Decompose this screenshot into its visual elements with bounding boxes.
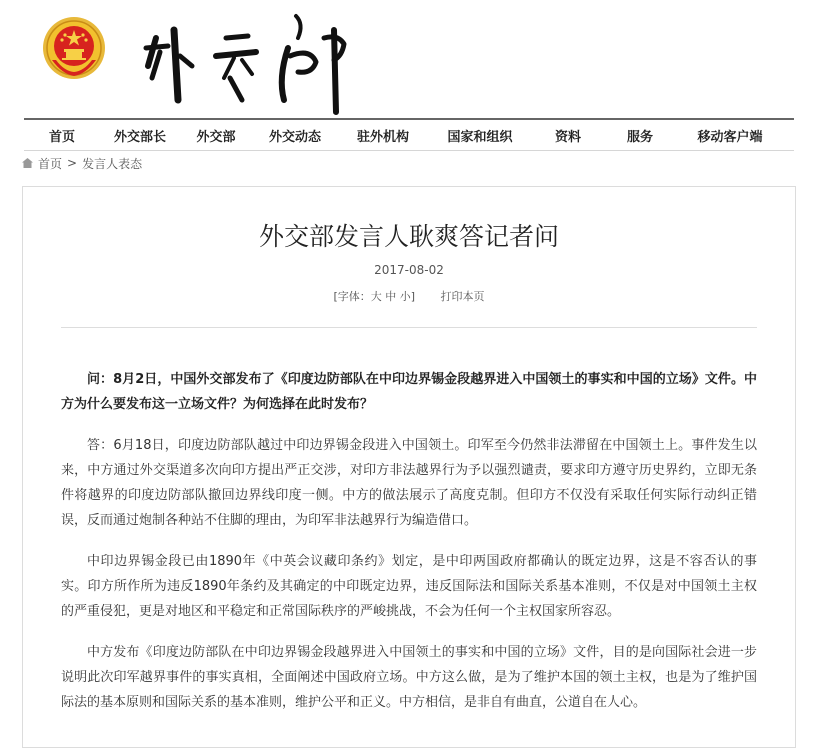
article-panel (22, 186, 796, 748)
breadcrumb-separator: > (67, 156, 78, 170)
print-page-link[interactable]: 打印本页 (440, 290, 485, 303)
nav-item-diplomatic-news[interactable]: 外交动态 (268, 129, 321, 145)
font-size-small-button[interactable]: 小 (399, 290, 411, 303)
article-tools (23, 288, 795, 304)
article-question: 问：8月2日，中国外交部发布了《印度边防部队在中印边界锡金段越界进入中国领土的事实和中国的立场》文件。中方为什么要发布这一立场文件？为何选择在此时发布？ (61, 372, 757, 412)
font-size-medium-button[interactable]: 中 (385, 290, 397, 303)
article-body (61, 367, 757, 731)
breadcrumb-home-link[interactable]: 首页 (38, 156, 63, 171)
home-icon (22, 158, 33, 168)
article-paragraph: 中方发布《印度边防部队在中印边界锡金段越界进入中国领土的事实和中国的立场》文件，目的是向国际社会进一步说明此次印军越界事件的事实真相，全面阐述中国政府立场。中方这么做，是为了维护本国的领土主权，也是为了维护国际法的基本原则和国际关系的基本准则，维护公平和正义。中方相信，是非自有曲直，公道自在人心。 (61, 645, 757, 710)
font-size-label-end: ] (410, 290, 416, 303)
nav-item-minister[interactable]: 外交部长 (113, 129, 166, 145)
nav-item-missions-abroad[interactable]: 驻外机构 (356, 129, 409, 145)
font-size-large-button[interactable]: 大 (370, 290, 382, 303)
ministry-calligraphy-logo[interactable] (138, 8, 360, 116)
nav-item-home[interactable]: 首页 (48, 129, 75, 145)
article-divider (61, 327, 757, 328)
breadcrumb-current-link[interactable]: 发言人表态 (82, 156, 143, 171)
nav-item-services[interactable]: 服务 (626, 129, 653, 145)
national-emblem-icon[interactable] (42, 16, 106, 80)
breadcrumb (22, 154, 142, 172)
main-nav (24, 118, 794, 151)
nav-item-resources[interactable]: 资料 (554, 129, 581, 145)
font-size-label: [字体： (333, 290, 371, 303)
article-title: 外交部发言人耿爽答记者问 (258, 222, 559, 251)
nav-item-mobile-client[interactable]: 移动客户端 (697, 129, 763, 145)
article-paragraph: 中印边界锡金段已由1890年《中英会议藏印条约》划定，是中印两国政府都确认的既定边界，这是不容否认的事实。印方所作所为违反1890年条约及其确定的中印既定边界，违反国际法和国际关系基本准则，不仅是对中国领土主权的严重侵犯，更是对地区和平稳定和正常国际秩序的严峻挑战，不会为任何一个主权国家所容忍。 (61, 554, 757, 619)
nav-item-ministry[interactable]: 外交部 (196, 129, 236, 145)
nav-item-countries-organizations[interactable]: 国家和组织 (447, 129, 513, 145)
site-header (0, 0, 818, 118)
article-date: 2017-08-02 (374, 263, 444, 277)
article-answer-paragraph: 答：6月18日，印度边防部队越过中印边界锡金段进入中国领土。印军至今仍然非法滞留在中国领土上。事件发生以来，中方通过外交渠道多次向印方提出严正交涉，对印方非法越界行为予以强烈谴责，要求印方遵守历史界约，立即无条件将越界的印度边防部队撤回边界线印度一侧。中方的做法展示了高度克制。但印方不仅没有采取任何实际行动纠正错误，反而通过炮制各种站不住脚的理由，为印军非法越界行为编造借口。 (61, 438, 757, 528)
